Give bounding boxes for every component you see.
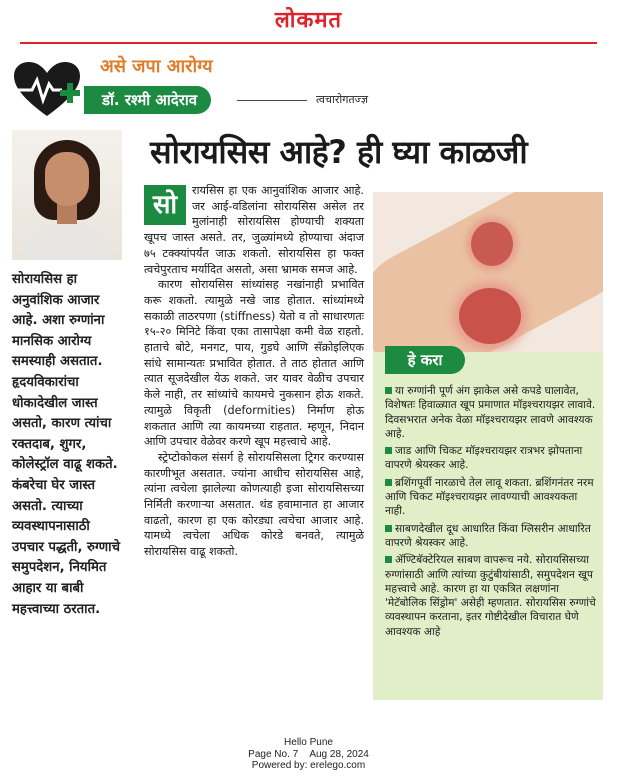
author-name: डॉ. रश्मी आदेराव — [84, 86, 211, 114]
page-info — [0, 749, 617, 761]
drop-cap: सो — [144, 185, 186, 225]
bullet-icon — [385, 447, 392, 454]
tip-item: साबणदेखील दूध आधारित किंवा ग्लिसरीन आधारित वापरणे श्रेयस्कर आहे. — [385, 522, 591, 549]
newspaper-logo: लोकमत — [274, 7, 343, 33]
article-body — [144, 183, 364, 560]
page-footer — [0, 737, 617, 772]
bullet-icon — [385, 525, 392, 532]
edition-name: Hello Pune — [284, 737, 333, 748]
article-paragraph: रायसिस हा एक आनुवांशिक आजार आहे. जर आई-वडिलांना सोरायसिस असेल तर मुलांनाही सोरायसिस होण्याची शक्यता खूपच जास्त असते. तर, जुळ्यांमध्ये होण्याचा अंदाज ७५ टक्क्यांपर्यंत जाऊ शकतो. सोरायसिस हा फक्त त्वचेपुरताच मर्यादित असतो, असा भ्रामक समज आहे. — [144, 184, 364, 276]
tip-item: ॲण्टिबॅक्टेरियल साबण वापरूच नये. सोरायसिसच्या रुग्णांसाठी आणि त्यांच्या कुटुंबीयांसाठी, समुपदेशन खूप महत्त्वाचे आहे. कारण हा या एकत्रित लक्षणांना 'मेटॅबोलिक सिंड्रोम' असेही म्हणतात. सोरायसिस रुग्णांचे व्यवस्थापन करताना, इतर गोष्टीदेखील विचारात घेणे आवश्यक आहे — [385, 554, 596, 638]
powered-by: Powered by: erelego.com — [251, 760, 366, 771]
heart-health-icon — [12, 60, 82, 120]
psoriasis-elbow-photo — [373, 192, 603, 352]
article-paragraph: स्ट्रेप्टोकोकल संसर्ग हे सोरायसिसला ट्रिगर करण्यास कारणीभूत असतात. ज्यांना आधीच सोरायसिस आहे, त्यांना त्वचेला झालेल्या कोणत्याही इजा सोरायसिसच्या निर्मिती करणाऱ्या असतात. थंड हवामानात हा आजार वाढतो, कारण हा एक कोरड्या त्वचेचा आजार आहे. यामध्ये त्वचेला अधिक कोरडे बनवते, त्यामुळे सोरायसिस वाढू शकतो. — [144, 450, 364, 559]
tip-item: या रुग्णांनी पूर्ण अंग झाकेल असे कपडे घालावेत, विशेषतः हिवाळ्यात खूप प्रमाणात मॉइश्चरायझर लावावे. दिवसभरात अनेक वेळा मॉइश्चरायझर लावणे आवश्यक आहे. — [385, 385, 596, 440]
author-portrait — [12, 130, 122, 260]
sidebar — [12, 130, 122, 620]
masthead — [0, 0, 617, 40]
column-header — [12, 52, 602, 122]
tip-item: जाड आणि चिकट मॉइश्चरायझर रात्रभर झोपताना वापरणे श्रेयस्कर आहे. — [385, 445, 583, 472]
article-headline: सोरायसिस आहे? ही घ्या काळजी — [150, 133, 528, 171]
author-divider — [237, 100, 307, 101]
page-date: Aug 28, 2024 — [309, 748, 369, 760]
tips-panel — [373, 192, 603, 700]
tip-item: ब्रशिंगपूर्वी नारळाचे तेल लावू शकता. ब्रशिंगनंतर नरम आणि चिकट मॉइश्चरायझर लावण्याची आवश्यकता नाही. — [385, 476, 594, 518]
bullet-icon — [385, 479, 392, 486]
column-title: असे जपा आरोग्य — [100, 56, 213, 77]
article-paragraph: कारण सोरायसिस सांध्यांसह नखांनाही प्रभावित करू शकतो. त्यामुळे नखे जाड होतात. सांध्यांमध्ये सकाळी ताठरपणा (stiffness) येतो व तो साधारणतः १५-२० मिनिटे किंवा एका तासापेक्षा कमी वेळ राहतो. हाताचे बोटे, मनगट, पाय, गुडघे आणि सॅक्रोइलिएक सांधे सामान्यतः प्रभावित होतात. ते ताठ होतात आणि त्यात सूजदेखील येऊ शकते. जर यावर वेळीच उपचार केले नाही, तर सांध्यांचे कायमचे नुकसान होऊ शकते. त्यामुळे विकृती (deformities) निर्माण होऊ शकतात आणि त्या कायमच्या राहतात. म्हणून, निदान आणि उपचार वेळेवर करणे खूप महत्त्वाचे आहे. — [144, 278, 364, 449]
bullet-icon — [385, 387, 392, 394]
page-number: Page No. 7 — [248, 748, 299, 760]
masthead-divider — [20, 42, 597, 44]
tips-label: हे करा — [385, 346, 465, 374]
pull-quote: सोरायसिस हा अनुवांशिक आजार आहे. अशा रुग्णांना मानसिक आरोग्य समस्याही असतात. हृदयविकारांचा धोकादेखील जास्त असतो, कारण त्यांचा रक्तदाब, शुगर, कोलेस्ट्रॉल वाढू शकते. कंबरेचा घेर जास्त असतो. त्याच्या व्यवस्थापनासाठी उपचार पद्धती, रुग्णाचे समुपदेशन, नियमित आहार या बाबी महत्त्वाच्या ठरतात. — [12, 272, 120, 617]
bullet-icon — [385, 556, 392, 563]
author-role: त्वचारोगतज्ज्ञ — [316, 93, 369, 106]
tips-list — [385, 384, 599, 642]
